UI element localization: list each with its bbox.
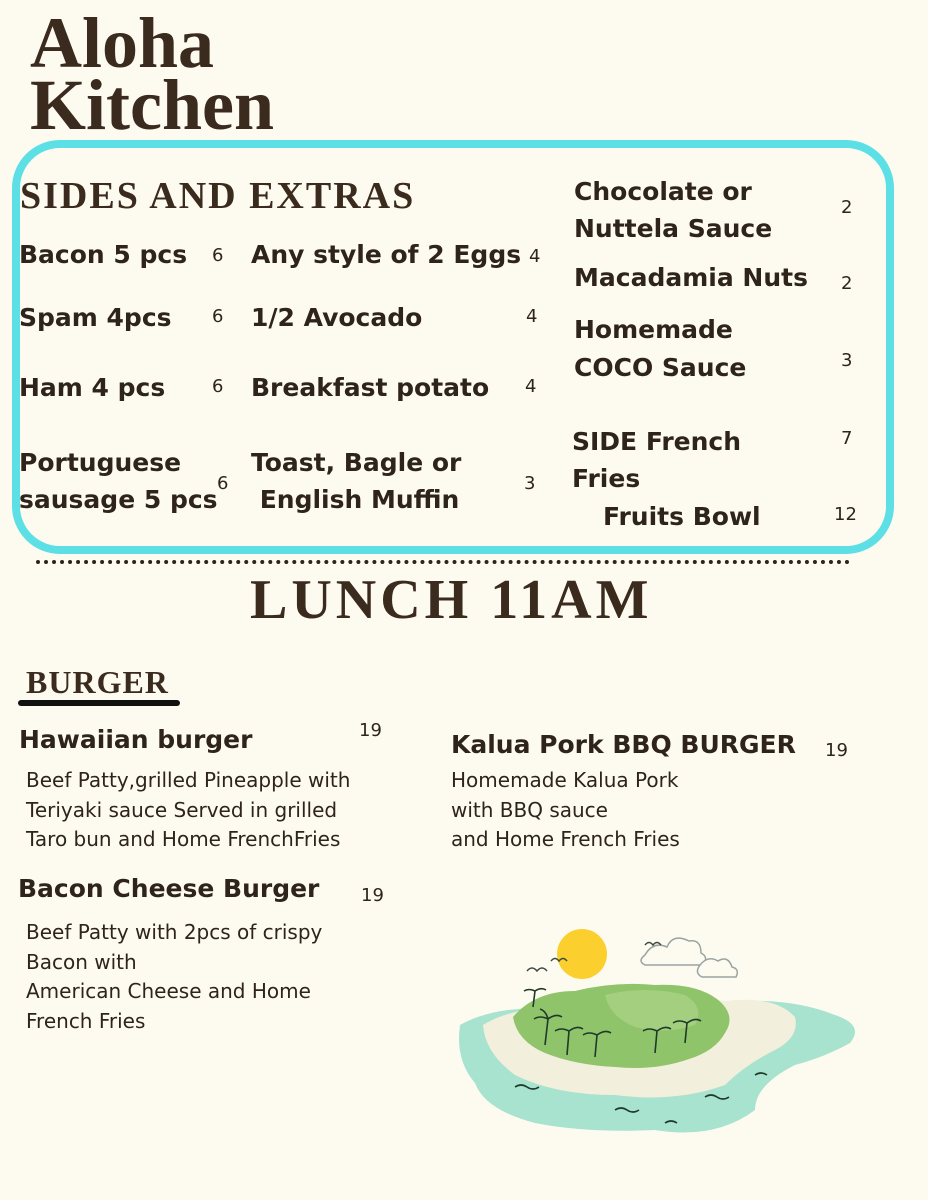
side-item-name-line2: Fries bbox=[572, 464, 641, 493]
side-item-name-line1: Portuguese bbox=[19, 448, 182, 477]
restaurant-title bbox=[30, 3, 274, 145]
side-item-price: 6 bbox=[212, 306, 224, 327]
burger-description bbox=[26, 918, 322, 1036]
burger-underline bbox=[18, 700, 180, 706]
side-item-price: 2 bbox=[841, 273, 853, 294]
side-item-price: 3 bbox=[524, 473, 536, 494]
side-item-name: Any style of 2 Eggs bbox=[251, 240, 522, 269]
burger-description-line: Teriyaki sauce Served in grilled bbox=[26, 797, 338, 822]
title-line-1: Aloha bbox=[30, 3, 215, 83]
burger-description-line: Beef Patty with 2pcs of crispy bbox=[26, 920, 323, 944]
burger-heading: BURGER bbox=[26, 664, 169, 700]
side-item-name-line2: English Muffin bbox=[251, 485, 460, 514]
side-item-price: 4 bbox=[529, 246, 541, 267]
burger-price: 19 bbox=[825, 740, 848, 761]
side-item-name-line1: Chocolate or bbox=[574, 177, 752, 206]
burger-description-line: American Cheese and Home bbox=[26, 979, 311, 1003]
side-item-name-line2: sausage 5 pcs bbox=[19, 485, 218, 514]
burger-price: 19 bbox=[361, 885, 384, 906]
side-item-name: Bacon 5 pcs bbox=[19, 240, 188, 269]
side-item-name-line1: Homemade bbox=[574, 315, 733, 344]
side-item-price: 3 bbox=[841, 350, 853, 371]
side-item-name: Macadamia Nuts bbox=[574, 263, 808, 292]
side-item-name-line1: Toast, Bagle or bbox=[251, 448, 462, 477]
side-item-name-line2: COCO Sauce bbox=[574, 353, 747, 382]
side-item-name: 1/2 Avocado bbox=[251, 303, 423, 332]
burger-description-line: Taro bun and Home FrenchFries bbox=[26, 827, 341, 851]
sides-heading: SIDES AND EXTRAS bbox=[20, 175, 416, 217]
side-item-price: 6 bbox=[212, 245, 224, 266]
burger-name: Kalua Pork BBQ BURGER bbox=[451, 730, 796, 759]
side-item-price: 4 bbox=[526, 306, 538, 327]
burger-description-line: Beef Patty,grilled Pineapple with bbox=[26, 768, 351, 792]
title-line-2: Kitchen bbox=[30, 65, 274, 145]
side-item-name: Breakfast potato bbox=[251, 373, 490, 402]
dotted-divider bbox=[36, 560, 850, 564]
side-item-name-line2: Nuttela Sauce bbox=[574, 214, 773, 243]
side-item-name: Fruits Bowl bbox=[603, 502, 761, 531]
side-item-price: 12 bbox=[834, 504, 857, 525]
burger-description bbox=[26, 766, 350, 855]
sun-icon bbox=[557, 929, 607, 979]
side-item-name: Spam 4pcs bbox=[19, 303, 172, 332]
burger-description-line: and Home French Fries bbox=[451, 827, 680, 851]
burger-description-line: Homemade Kalua Pork bbox=[451, 768, 679, 792]
side-item-price: 6 bbox=[212, 376, 224, 397]
side-item-price: 4 bbox=[525, 376, 537, 397]
cloud-icon bbox=[641, 938, 737, 977]
burger-description bbox=[451, 766, 680, 855]
side-item-price: 2 bbox=[841, 197, 853, 218]
burger-name: Hawaiian burger bbox=[19, 725, 253, 754]
side-item-price: 7 bbox=[841, 428, 853, 449]
side-item-name: Ham 4 pcs bbox=[19, 373, 166, 402]
burger-price: 19 bbox=[359, 720, 382, 741]
tropical-island-illustration bbox=[455, 925, 865, 1140]
side-item-name-line1: SIDE French bbox=[572, 427, 742, 456]
burger-description-line: French Fries bbox=[26, 1008, 146, 1033]
lunch-heading: LUNCH 11AM bbox=[250, 569, 653, 631]
burger-description-line: Bacon with bbox=[26, 949, 137, 974]
burger-description-line: with BBQ sauce bbox=[451, 797, 608, 822]
side-item-price: 6 bbox=[217, 473, 229, 494]
burger-name: Bacon Cheese Burger bbox=[18, 874, 320, 903]
